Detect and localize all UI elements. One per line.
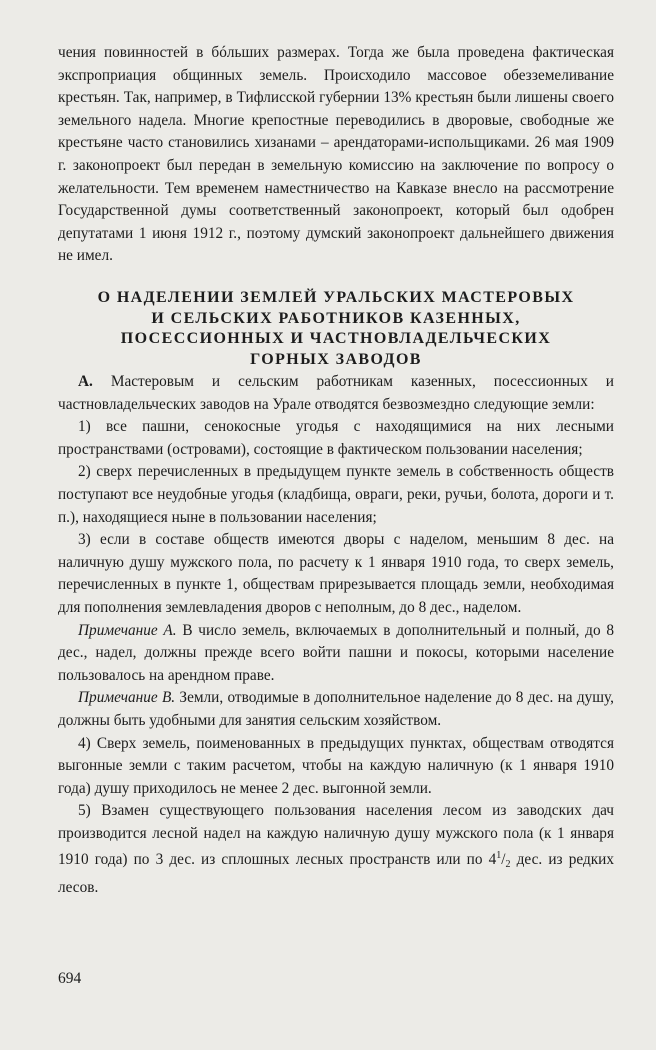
list-item: 4) Сверх земель, поименованных в предыдущих пунктах, обществам отводятся выгонные земли с таким расчетом, чтобы на каждую наличную (к 1 января 1910 года) душу приходилось не менее 2 дес. выгонной земли. — [58, 734, 614, 797]
section-a-paragraph — [58, 371, 614, 416]
note-b-label: Примечание В. — [78, 689, 176, 707]
section-a-label: А. — [78, 373, 93, 390]
intro-paragraph: чения повинностей в бóльших размерах. Тогда же была проведена фактическая экспроприация общинных земель. Происходило массовое обезземеливание крестьян. Так, например, в Тифлисской губернии 13% крестьян были лишены своего земельного надела. Многие крепостные переводились в дворовые, свободные же крестьяне часто становились хизанами – арендаторами-испольщиками. 26 мая 1909 г. законопроект был передан в земельную комиссию на заключение по вопросу о желательности. Тем временем наместничество на Кавказе внесло на рассмотрение Государственной думы соответственный законопроект, который был одобрен депутатами 1 июня 1912 г., поэтому думский законопроект дальнейшего движения не имел. — [58, 44, 614, 265]
note-b-paragraph — [58, 687, 614, 732]
list-item: 2) сверх перечисленных в предыдущем пункте земель в собственность обществ поступают все неудобные угодья (кладбища, овраги, реки, ручьи, болота, дороги и т. п.), находящиеся ныне в пользовании населения; — [58, 463, 614, 526]
intro-text — [58, 42, 614, 268]
page-number: 694 — [58, 970, 82, 987]
list-item: 1) все пашни, сенокосные угодья с находящимися на них лесными пространствами (островами), состоящие в фактическом пользовании населения; — [58, 418, 614, 458]
fraction-denominator: 2 — [505, 859, 511, 871]
heading-line: О НАДЕЛЕНИИ ЗЕМЛЕЙ УРАЛЬСКИХ МАСТЕРОВЫХ — [97, 289, 575, 306]
heading-line: ГОРНЫХ ЗАВОДОВ — [250, 350, 422, 368]
heading-line: И СЕЛЬСКИХ РАБОТНИКОВ КАЗЕННЫХ, — [151, 309, 521, 327]
item-5-tail: дес. из редких лесов. — [58, 851, 614, 897]
note-a-label: Примечание А. — [78, 621, 177, 639]
fraction-numerator: 1 — [496, 850, 502, 862]
note-a-paragraph — [58, 620, 614, 688]
note-b-text: Земли, отводимые в дополнительное наделение до 8 дес. на душу, должны быть удобными для занятия сельским хозяйством. — [58, 689, 614, 729]
heading-line: ПОСЕССИОННЫХ И ЧАСТНОВЛАДЕЛЬЧЕСКИХ — [120, 330, 552, 347]
item-5-text: 5) Взамен существующего пользования населения лесом из заводских дач производится лесной надел на каждую наличную душу мужского пола (к 1 января 1910 года) по 3 дес. из сплошных лесных пространств или по 4 — [58, 802, 614, 869]
section-body — [58, 371, 614, 900]
section-heading — [62, 288, 610, 370]
list-item: 3) если в составе обществ имеются дворы с наделом, меньшим 8 дес. на наличную душу мужского пола, по расчету к 1 января 1910 года, то сверх земель, перечисленных в пункте 1, обществам прирезывается площадь земли, необходимая для пополнения землевладения дворов с неполным, до 8 дес., наделом. — [58, 531, 614, 616]
note-a-text: В число земель, включаемых в дополнительный и полный, до 8 дес., надел, должны прежде всего войти пашни и покосы, которыми население пользовалось на арендном праве. — [58, 621, 614, 684]
list-item-5: 5) Взамен существующего пользования населения лесом из заводских дач производится лесной надел на каждую наличную душу мужского пола (к 1 января 1910 года) по 3 дес. из сплошных лесных пространств или по $4^1/_2$ дес. из редких лесов. — [58, 802, 614, 897]
section-a-text: Мастеровым и сельским работникам казенных, посессионных и частновладельческих заводов на Урале отводятся безвозмездно следующие земли: — [58, 373, 614, 413]
